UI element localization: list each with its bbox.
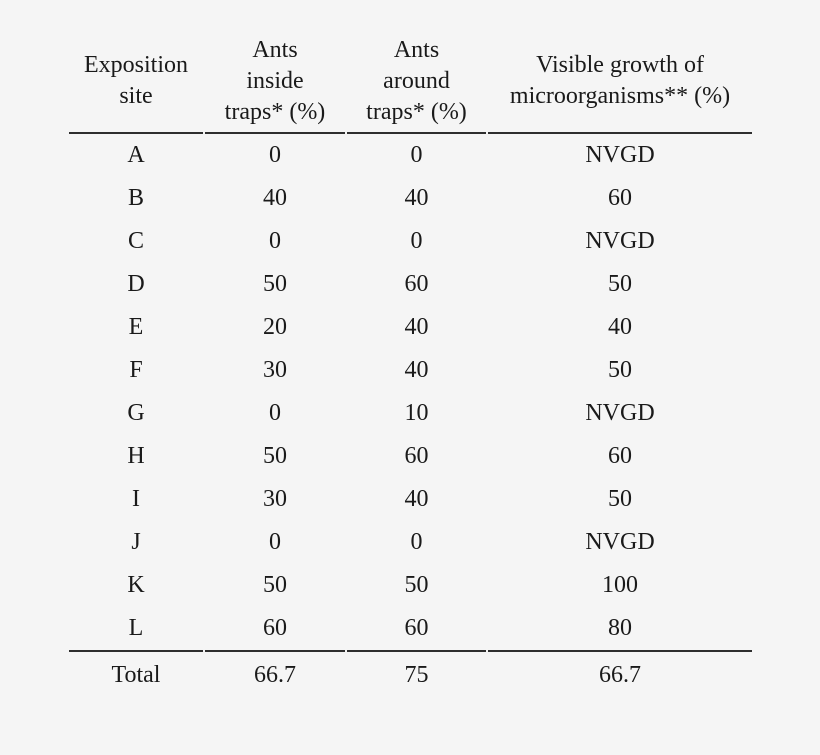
growth-cell: NVGD	[585, 228, 655, 254]
table-row-a	[69, 134, 752, 177]
growth-cell: NVGD	[585, 142, 655, 168]
header-line: site	[119, 83, 153, 109]
growth-cell: 50	[608, 271, 632, 297]
growth-cell: 80	[608, 615, 632, 641]
exposition-results-table	[67, 30, 754, 699]
total-growth: 66.7	[488, 650, 752, 699]
column-header-ants-around-traps	[347, 30, 486, 134]
ants-inside-cell: 50	[263, 443, 287, 469]
growth-cell: 50	[608, 486, 632, 512]
column-header-ants-inside-traps	[205, 30, 345, 134]
ants-inside-cell: 60	[263, 615, 287, 641]
growth-cell: 40	[608, 314, 632, 340]
ants-inside-cell: 50	[263, 572, 287, 598]
ants-inside-cell: 0	[269, 228, 281, 254]
site-cell: B	[127, 185, 144, 211]
site-cell: D	[127, 271, 145, 297]
table-row-k	[69, 564, 752, 607]
site-cell: G	[127, 400, 145, 426]
header-line: traps* (%)	[224, 98, 326, 125]
site-cell: A	[127, 142, 145, 168]
site-cell: C	[127, 228, 144, 254]
ants-inside-cell: 50	[263, 271, 287, 297]
ants-around-cell: 40	[404, 357, 429, 383]
header-row	[69, 30, 752, 134]
ants-around-cell: 0	[410, 529, 423, 555]
site-cell: I	[132, 486, 140, 512]
ants-around-cell: 0	[410, 142, 423, 168]
growth-cell: 100	[602, 572, 638, 598]
ants-inside-cell: 40	[263, 185, 287, 211]
ants-around-cell: 50	[404, 572, 429, 598]
table-row-h	[69, 435, 752, 478]
header-line: traps* (%)	[366, 98, 467, 125]
header-line: inside	[246, 67, 304, 94]
ants-around-cell: 60	[404, 615, 429, 641]
table-body	[69, 134, 752, 650]
header-line: Visible growth of	[536, 52, 704, 78]
growth-cell: 50	[608, 357, 632, 383]
growth-cell: NVGD	[585, 529, 655, 555]
total-ants-around: 75	[347, 650, 486, 699]
site-cell: K	[127, 572, 145, 598]
document-page	[0, 30, 820, 755]
ants-inside-cell: 20	[263, 314, 287, 340]
header-line: Ants	[393, 36, 440, 63]
site-cell: F	[129, 357, 143, 383]
table-row-d	[69, 263, 752, 306]
ants-inside-cell: 0	[269, 400, 281, 426]
table-row-f	[69, 349, 752, 392]
total-label: Total	[69, 650, 203, 699]
site-cell: J	[131, 529, 141, 555]
ants-inside-cell: 0	[269, 142, 281, 168]
ants-around-cell: 60	[404, 271, 429, 297]
ants-around-cell: 40	[404, 486, 429, 512]
table-footer	[69, 650, 752, 699]
table-row-b	[69, 177, 752, 220]
ants-around-cell: 40	[404, 314, 429, 340]
site-cell: L	[128, 615, 144, 641]
table-row-j	[69, 521, 752, 564]
growth-cell: 60	[608, 185, 632, 211]
header-line: around	[383, 67, 450, 94]
column-header-visible-growth	[488, 30, 752, 134]
growth-cell: NVGD	[585, 400, 655, 426]
table-row-i	[69, 478, 752, 521]
site-cell: H	[127, 443, 145, 469]
column-header-exposition-site	[69, 30, 203, 134]
header-line: Exposition	[83, 52, 188, 78]
ants-around-cell: 10	[404, 400, 429, 426]
total-ants-inside: 66.7	[205, 650, 345, 699]
ants-inside-cell: 30	[263, 486, 287, 512]
site-cell: E	[128, 314, 144, 340]
growth-cell: 60	[608, 443, 632, 469]
ants-around-cell: 40	[404, 185, 429, 211]
table-header	[69, 30, 752, 134]
ants-inside-cell: 30	[263, 357, 287, 383]
ants-inside-cell: 0	[269, 529, 281, 555]
table-row-g	[69, 392, 752, 435]
table-row-l	[69, 607, 752, 650]
ants-around-cell: 60	[404, 443, 429, 469]
table-row-c	[69, 220, 752, 263]
total-row	[69, 650, 752, 699]
header-line: microorganisms** (%)	[509, 83, 731, 109]
ants-around-cell: 0	[410, 228, 423, 254]
table-row-e	[69, 306, 752, 349]
header-line: Ants	[252, 36, 298, 63]
